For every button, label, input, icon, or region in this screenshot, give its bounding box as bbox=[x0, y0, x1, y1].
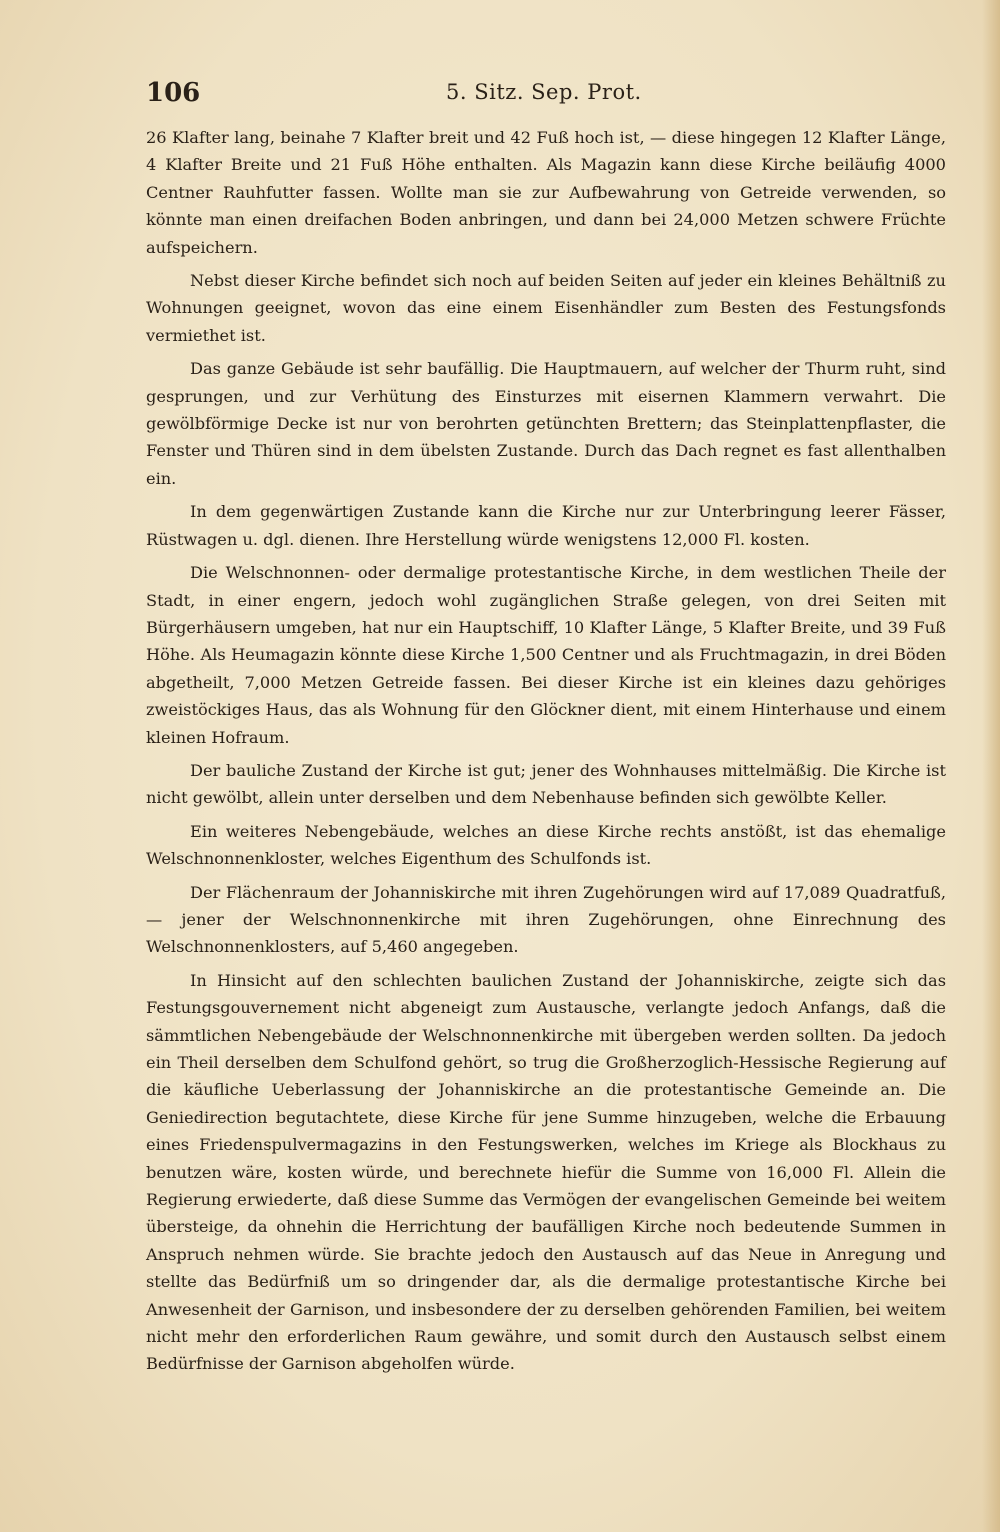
paragraph-2: Nebst dieser Kirche befindet sich noch auf beiden Seiten auf jeder ein kleines Behältniß zu Wohnungen geeignet, wovon das eine einem Eisenhändler zum Besten des Festungsfonds vermiethet ist. bbox=[146, 271, 946, 345]
paragraph-6: Der bauliche Zustand der Kirche ist gut; jener des Wohnhauses mittelmäßig. Die Kirche ist nicht gewölbt, allein unter derselben und dem Nebenhause befinden sich gewölbte Keller. bbox=[146, 760, 946, 808]
page-number: 106 bbox=[146, 78, 201, 108]
paragraph-8: Der Flächenraum der Johanniskirche mit ihren Zugehörungen wird auf 17,089 Quadratfuß, — jener der Welschnonnenkirche mit ihren Zugehörungen, ohne Einrechnung des Welschnonnenklosters, auf 5,460 angegeben. bbox=[146, 882, 946, 957]
paragraph-9: In Hinsicht auf den schlechten baulichen Zustand der Johanniskirche, zeigte sich das Festungsgouvernement nicht abgeneigt zum Austausche, verlangte jedoch Anfangs, daß die sämmtlichen Nebengebäude der Welschnonnenkirche mit übergeben werden sollten. Da jedoch ein Theil derselben dem Schulfond gehört, so trug die Großherzoglich-Hessische Regierung auf die käufliche Ueberlassung der Johanniskirche an die protestantische Gemeinde an. Die Geniedirection begutachtete, diese Kirche für jene Summe hinzugeben, welche die Erbauung eines Friedenspulvermagazins in den Festungswerken, welches im Kriege als Blockhaus zu benutzen wäre, kosten würde, und berechnete hiefür die Summe von 16,000 Fl. Allein die Regierung erwiederte, daß diese Summe das Vermögen der evangelischen Gemeinde bei weitem übersteige, da ohnehin die Herrichtung der baufälligen Kirche noch bedeutende Summen in Anspruch nehmen würde. Sie brachte jedoch den Austausch auf das Neue in Anregung und stellte das Bedürfniß um so dringender dar, als die dermalige protestantische Kirche bei Anwesenheit der Garnison, und insbesondere der zu derselben gehörenden Familien, bei weitem nicht mehr den erforderlichen Raum gewähre, und somit durch den Austausch selbst einem Bedürfnisse der Garnison abgeholfen würde. bbox=[146, 970, 946, 1374]
paragraph-7: Ein weiteres Nebengebäude, welches an diese Kirche rechts anstößt, ist das ehemalige Welschnonnenkloster, welches Eigenthum des Schulfonds ist. bbox=[146, 821, 946, 869]
paragraph-1: 26 Klafter lang, beinahe 7 Klafter breit und 42 Fuß hoch ist, — diese hingegen 12 Klafter Länge, 4 Klafter Breite und 21 Fuß Höhe enthalten. Als Magazin kann diese Kirche beiläufig 4000 Centner Rauhfutter fassen. Wollte man sie zur Aufbewahrung von Getreide verwenden, so könnte man einen dreifachen Boden anbringen, und dann bei 24,000 Metzen schwere Früchte aufspeichern. bbox=[146, 128, 946, 257]
paragraph-5: Die Welschnonnen- oder dermalige protestantische Kirche, in dem westlichen Theile der Stadt, in einer engern, jedoch wohl zugänglichen Straße gelegen, von drei Seiten mit Bürgerhäusern umgeben, hat nur ein Hauptschiff, 10 Klafter Länge, 5 Klafter Breite, und 39 Fuß Höhe. Als Heumagazin könnte diese Kirche 1,500 Centner und als Fruchtmagazin, in drei Böden abgetheilt, 7,000 Metzen Getreide fassen. Bei dieser Kirche ist ein kleines dazu gehöriges zweistöckiges Haus, das als Wohnung für den Glöckner dient, mit einem Hinterhause und einem kleinen Hofraum. bbox=[146, 563, 946, 747]
paragraph-4: In dem gegenwärtigen Zustande kann die Kirche nur zur Unterbringung leerer Fässer, Rüstwagen u. dgl. dienen. Ihre Herstellung würde wenigstens 12,000 Fl. kosten. bbox=[146, 502, 946, 549]
paragraph-3: Das ganze Gebäude ist sehr baufällig. Die Hauptmauern, auf welcher der Thurm ruht, sind gesprungen, und zur Verhütung des Einsturzes mit eisernen Klammern verwahrt. Die gewölbförmige Decke ist nur von berohrten getünchten Brettern; das Steinplattenpflaster, die Fenster und Thüren sind in dem übelsten Zustande. Durch das Dach regnet es fast allenthalben ein. bbox=[146, 359, 946, 488]
page-header bbox=[146, 78, 946, 112]
body-text bbox=[146, 124, 946, 1384]
running-head: 5. Sitz. Sep. Prot. bbox=[446, 80, 642, 104]
